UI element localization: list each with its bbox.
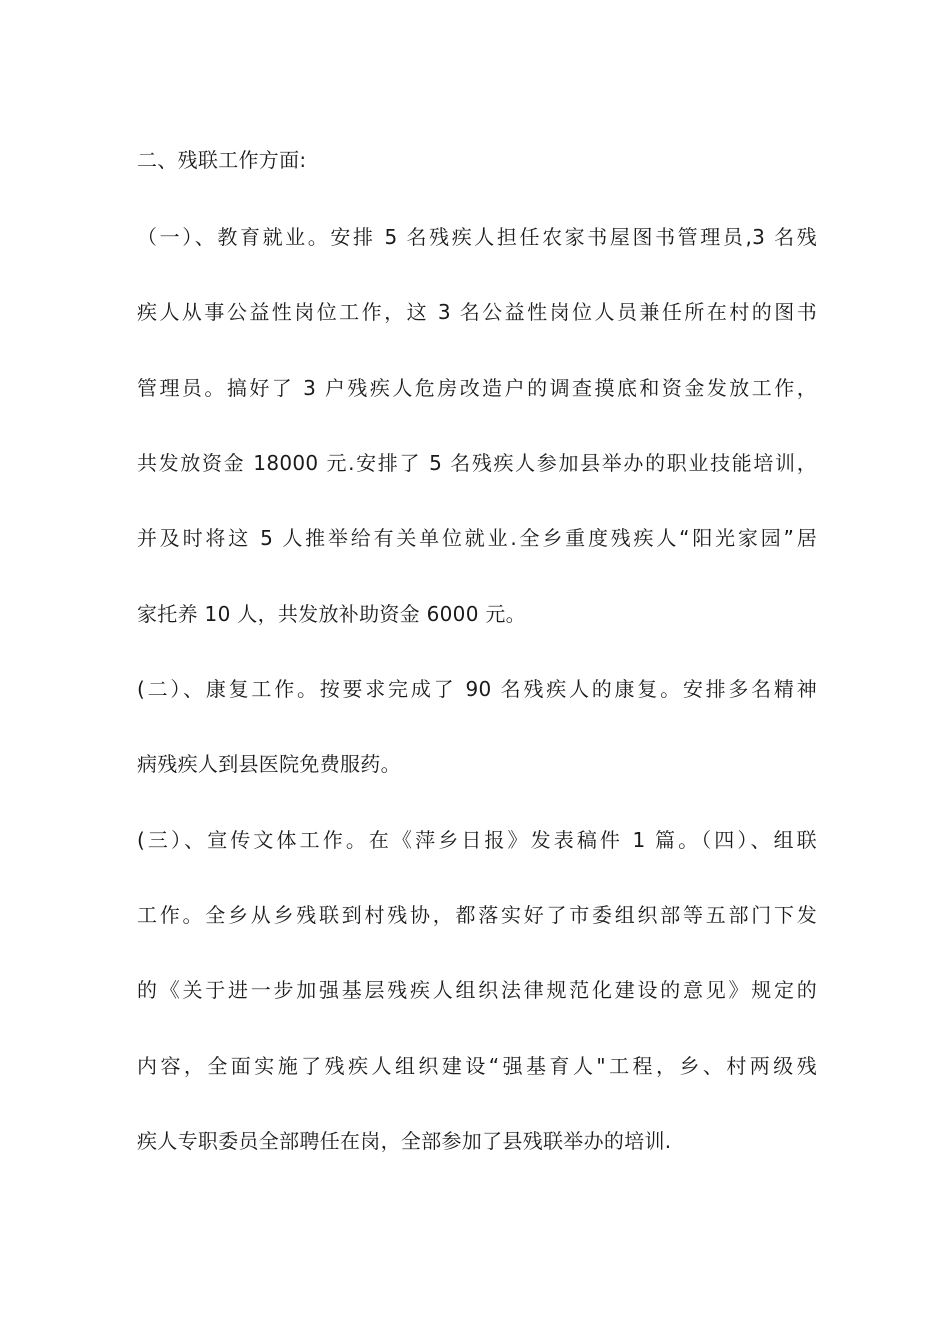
text-line: 共发放资金 18000 元.安排了 5 名残疾人参加县举办的职业技能培训， bbox=[137, 451, 817, 475]
text-line: 的《关于进一步加强基层残疾人组织法律规范化建设的意见》规定的 bbox=[137, 978, 817, 1002]
text-line: 管理员。搞好了 3 户残疾人危房改造户的调查摸底和资金发放工作， bbox=[137, 376, 817, 400]
text-line: （一）、教育就业。安排 5 名残疾人担任农家书屋图书管理员,3 名残 bbox=[137, 225, 817, 249]
text-line: (二）、康复工作。按要求完成了 90 名残疾人的康复。安排多名精神 bbox=[137, 677, 817, 701]
text-line: 工作。全乡从乡残联到村残协，都落实好了市委组织部等五部门下发 bbox=[137, 903, 817, 927]
text-line: 家托养 10 人，共发放补助资金 6000 元。 bbox=[137, 602, 526, 626]
text-line: 疾人专职委员全部聘任在岗，全部参加了县残联举办的培训. bbox=[137, 1129, 672, 1153]
text-line: 病残疾人到县医院免费服药。 bbox=[137, 752, 401, 776]
text-line: 并及时将这 5 人推举给有关单位就业.全乡重度残疾人“阳光家园”居 bbox=[137, 526, 817, 550]
text-line: (三）、宣传文体工作。在《萍乡日报》发表稿件 1 篇。（四）、组联 bbox=[137, 828, 817, 852]
text-line: 内容，全面实施了残疾人组织建设“强基育人"工程，乡、村两级残 bbox=[137, 1054, 817, 1078]
text-line: 疾人从事公益性岗位工作，这 3 名公益性岗位人员兼任所在村的图书 bbox=[137, 300, 817, 324]
section-heading: 二、残联工作方面: bbox=[137, 148, 307, 172]
